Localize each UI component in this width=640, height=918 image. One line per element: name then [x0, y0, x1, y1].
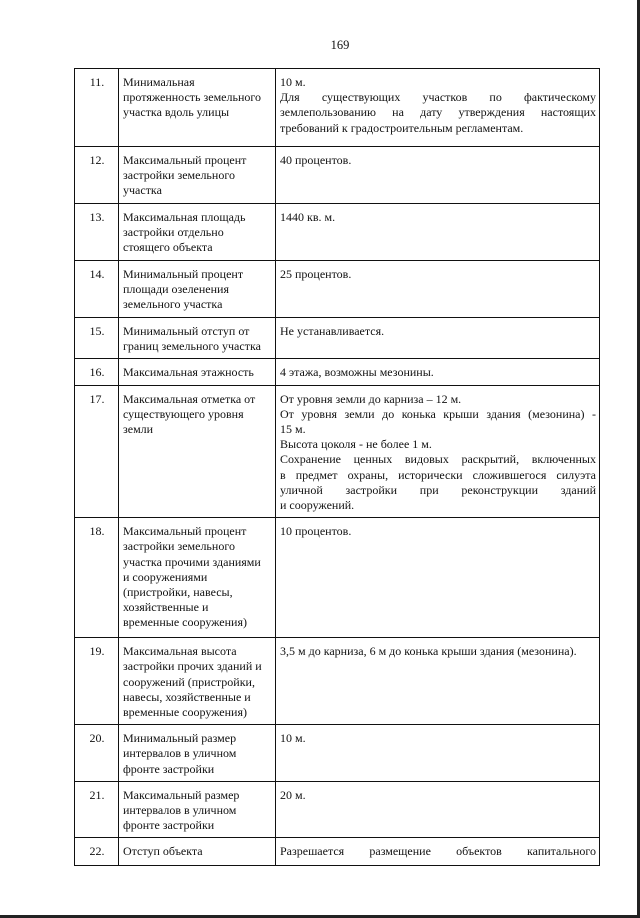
parameter-cell — [119, 69, 276, 147]
parameter-line: Минимальный размер — [123, 731, 237, 746]
value-cell — [276, 147, 600, 204]
row-number: 18. — [75, 518, 119, 638]
value-line: От уровня земли до карниза – 12 м. — [280, 391, 462, 406]
parameter-line: временные сооружения) — [123, 705, 247, 720]
parameter-line: хозяйственные и — [123, 600, 209, 615]
parameter-line: земли — [123, 422, 154, 437]
parameter-cell — [119, 318, 276, 359]
table-row — [75, 69, 600, 147]
parameter-line: стоящего объекта — [123, 240, 213, 255]
value-cell — [276, 638, 600, 725]
value-line: От уровня земли до конька крыши здания (мезонина) - — [280, 406, 596, 421]
table-row — [75, 385, 600, 518]
parameter-cell — [119, 518, 276, 638]
parameter-cell — [119, 638, 276, 725]
parameter-line: Максимальная этажность — [123, 365, 254, 380]
value-cell — [276, 725, 600, 782]
row-number: 17. — [75, 385, 119, 518]
table-row — [75, 204, 600, 261]
row-number: 15. — [75, 318, 119, 359]
row-number: 12. — [75, 147, 119, 204]
value-cell — [276, 838, 600, 866]
parameter-line: Отступ объекта — [123, 844, 203, 859]
parameter-line: Минимальный отступ от — [123, 324, 250, 338]
parameter-line: интервалов в уличном — [123, 746, 237, 761]
value-line: 15 м. — [280, 422, 306, 437]
value-line: 10 м. — [280, 75, 306, 89]
parameter-line: застройки отдельно — [123, 225, 224, 240]
value-line: 25 процентов. — [280, 267, 352, 281]
row-number: 19. — [75, 638, 119, 725]
table-row — [75, 838, 600, 866]
value-line: Не устанавливается. — [280, 324, 385, 338]
table-row — [75, 359, 600, 385]
row-number: 22. — [75, 838, 119, 866]
parameter-cell — [119, 838, 276, 866]
parameter-cell — [119, 725, 276, 782]
table-row — [75, 318, 600, 359]
parameter-line: участка вдоль улицы — [123, 105, 230, 120]
value-cell — [276, 385, 600, 518]
value-line: требований к градостроительным регламентам. — [280, 120, 524, 135]
parameter-line: и сооружениями — [123, 569, 208, 584]
parameter-line: площади озеленения — [123, 282, 229, 297]
parameter-line: Минимальный процент — [123, 267, 244, 281]
parameter-line: Максимальный размер — [123, 787, 240, 802]
parameter-cell — [119, 359, 276, 385]
row-number: 11. — [75, 69, 119, 147]
value-line: Разрешается размещение объектов капитального — [280, 844, 596, 859]
parameter-line: фронте застройки — [123, 818, 215, 833]
parameter-line: временные сооружения) — [123, 615, 247, 630]
value-line: Сохранение ценных видовых раскрытий, включенных — [280, 452, 596, 467]
value-cell — [276, 69, 600, 147]
parameter-line: участка — [123, 183, 162, 198]
parameter-line: застройки земельного — [123, 539, 235, 554]
row-number: 13. — [75, 204, 119, 261]
value-cell — [276, 518, 600, 638]
parameter-line: Максимальная площадь — [123, 210, 246, 224]
parameter-line: Максимальная высота — [123, 644, 237, 659]
parameter-line: интервалов в уличном — [123, 803, 237, 818]
parameter-line: Максимальный процент — [123, 524, 247, 539]
parameter-line: застройки земельного — [123, 168, 235, 183]
row-number: 21. — [75, 781, 119, 838]
table-row — [75, 147, 600, 204]
parameter-cell — [119, 204, 276, 261]
value-line: в предмет охраны, исторически сложившегося силуэта — [280, 467, 596, 482]
row-number: 20. — [75, 725, 119, 782]
regulations-table — [74, 68, 600, 866]
value-line: Высота цоколя - не более 1 м. — [280, 437, 432, 452]
table-row — [75, 518, 600, 638]
table-row — [75, 638, 600, 725]
row-number: 14. — [75, 261, 119, 318]
value-line: 4 этажа, возможны мезонины. — [280, 365, 434, 380]
value-line: Для существующих участков по фактическому — [280, 90, 596, 105]
value-cell — [276, 204, 600, 261]
parameter-line: границ земельного участка — [123, 339, 261, 354]
value-cell — [276, 318, 600, 359]
value-line: 1440 кв. м. — [280, 210, 336, 224]
row-number: 16. — [75, 359, 119, 385]
parameter-line: навесы, хозяйственные и — [123, 689, 251, 704]
value-line: 40 процентов. — [280, 153, 352, 167]
table-row — [75, 725, 600, 782]
parameter-cell — [119, 147, 276, 204]
parameter-line: Максимальная отметка от — [123, 391, 256, 406]
value-cell — [276, 781, 600, 838]
parameter-cell — [119, 385, 276, 518]
parameter-line: сооружений (пристройки, — [123, 674, 255, 689]
parameter-line: участка прочими зданиями — [123, 554, 261, 569]
value-line: уличной застройки при реконструкции зданий — [280, 482, 596, 497]
parameter-line: Максимальный процент — [123, 153, 247, 167]
value-line: 10 м. — [280, 731, 306, 746]
parameter-line: (пристройки, навесы, — [123, 585, 233, 600]
table-row — [75, 781, 600, 838]
table-row — [75, 261, 600, 318]
parameter-line: фронте застройки — [123, 761, 215, 776]
page-number: 169 — [330, 38, 350, 52]
value-cell — [276, 261, 600, 318]
value-line: 20 м. — [280, 787, 306, 802]
parameter-line: существующего уровня — [123, 406, 244, 421]
value-line: 3,5 м до карниза, 6 м до конька крыши здания (мезонина). — [280, 644, 577, 659]
parameter-cell — [119, 261, 276, 318]
value-cell — [276, 359, 600, 385]
value-line: землепользованию на дату утверждения настоящих — [280, 105, 596, 120]
value-line: 10 процентов. — [280, 524, 352, 539]
parameter-line: земельного участка — [123, 297, 223, 312]
value-line: и сооружений. — [280, 498, 355, 513]
parameter-line: Минимальная — [123, 75, 195, 89]
parameter-cell — [119, 781, 276, 838]
parameter-line: протяженность земельного — [123, 90, 262, 105]
parameter-line: застройки прочих зданий и — [123, 659, 262, 674]
